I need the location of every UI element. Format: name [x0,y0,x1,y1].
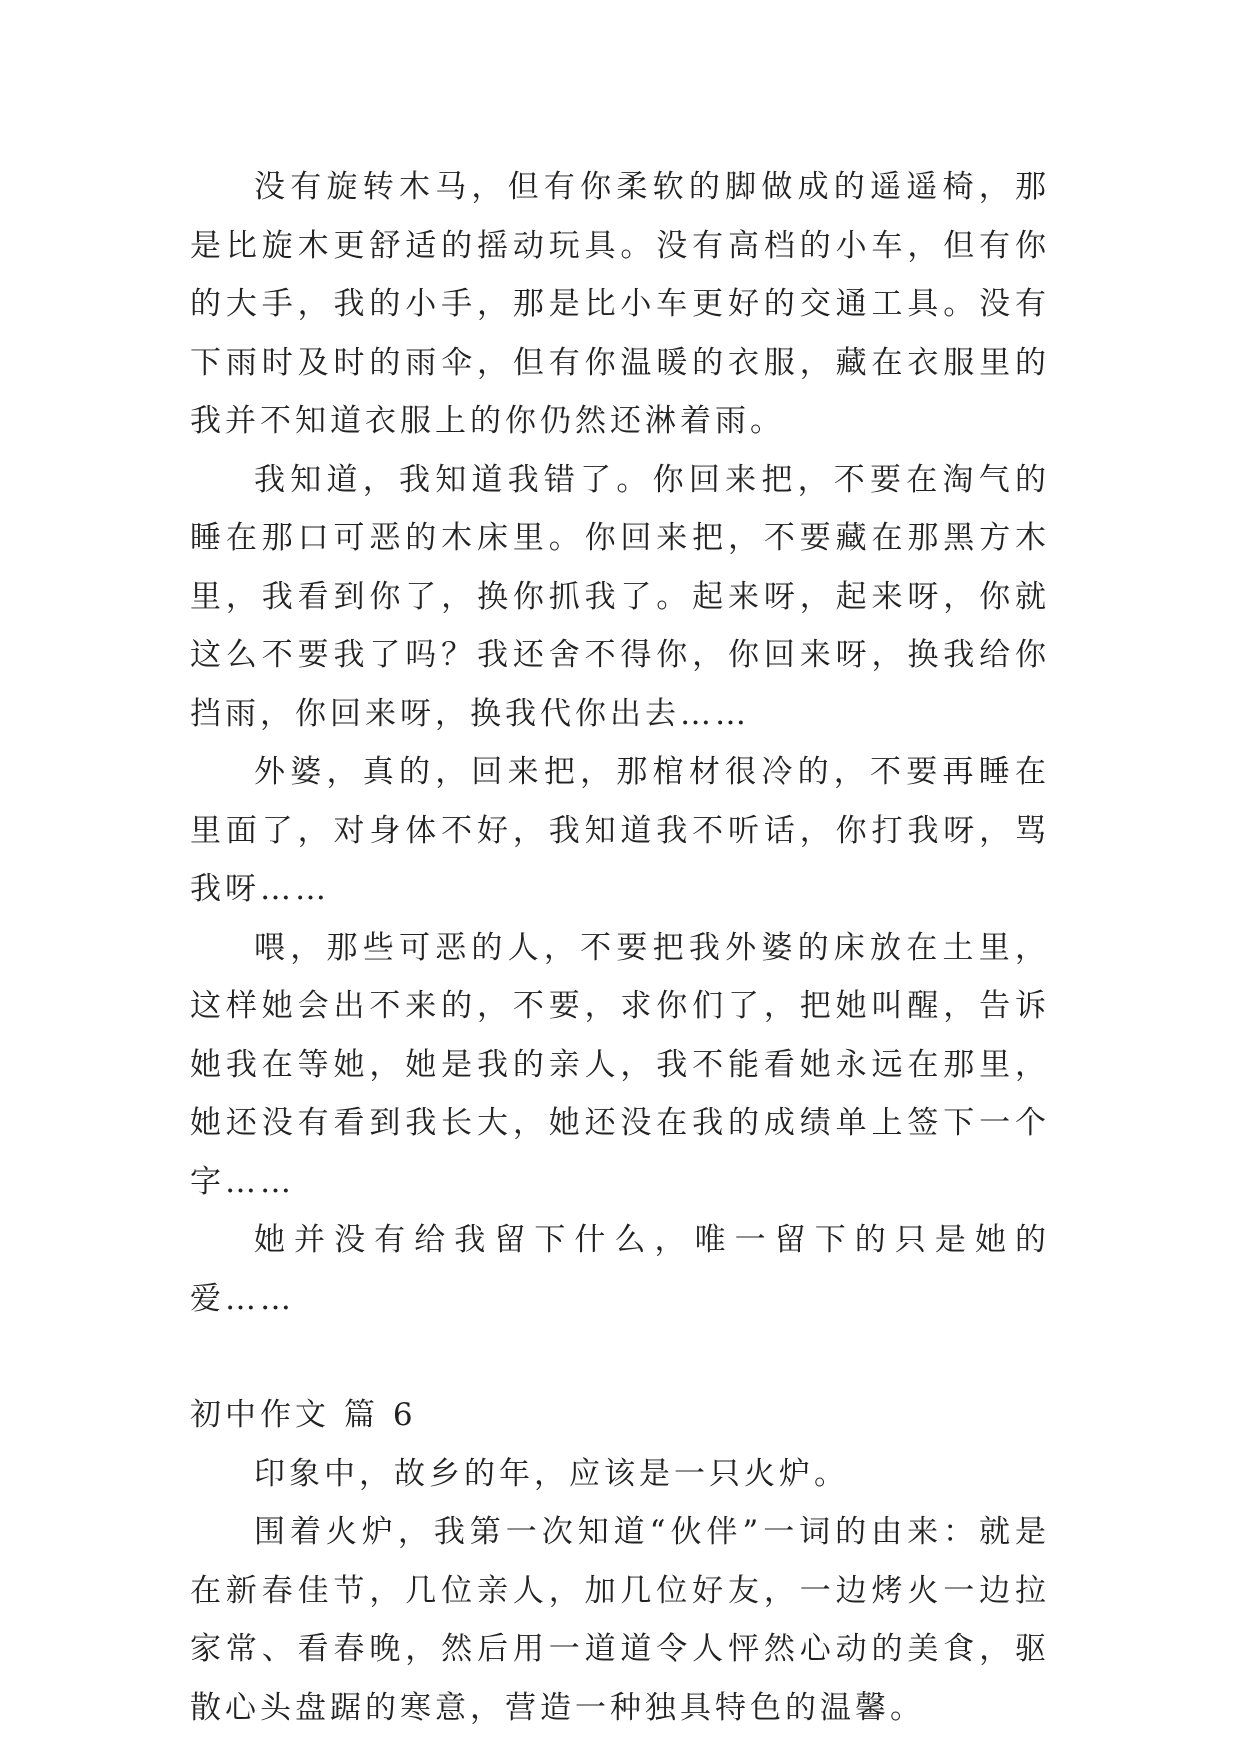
paragraph: 印象中，故乡的年，应该是一只火炉。 [254,1455,849,1492]
paragraph: 围着火炉，我第一次知道“伙伴”一词的由来：就是在新春佳节，几位亲人，加几位好友，一边烤火一边拉家常、看春晚，然后用一道道令人怦然心动的美食，驱散心头盘踞的寒意，营造一种独具特色的温馨。 [190,1514,1050,1726]
section-number: 篇 6 [344,1397,417,1433]
section-heading [190,1386,1050,1445]
paragraph: 她并没有给我留下什么，唯一留下的只是她的爱…… [190,1222,1050,1317]
document-body [190,158,1050,1737]
paragraph: 没有旋转木马，但有你柔软的脚做成的遥遥椅，那是比旋木更舒适的摇动玩具。没有高档的小车，但有你的大手，我的小手，那是比小车更好的交通工具。没有下雨时及时的雨伞，但有你温暖的衣服，藏在衣服里的我并不知道衣服上的你仍然还淋着雨。 [190,169,1050,439]
paragraph: 外婆，真的，回来把，那棺材很冷的，不要再睡在里面了，对身体不好，我知道我不听话，你打我呀，骂我呀…… [190,754,1050,907]
paragraph: 喂，那些可恶的人，不要把我外婆的床放在土里，这样她会出不来的，不要，求你们了，把她叫醒，告诉她我在等她，她是我的亲人，我不能看她永远在那里，她还没有看到我长大，她还没在我的成绩单上签下一个字…… [190,929,1050,1200]
section-title: 初中作文 [190,1397,330,1433]
paragraph: 我知道，我知道我错了。你回来把，不要在淘气的睡在那口可恶的木床里。你回来把，不要藏在那黑方木里，我看到你了，换你抓我了。起来呀，起来呀，你就这么不要我了吗？我还舍不得你，你回来呀，换我给你挡雨，你回来呀，换我代你出去…… [190,461,1050,732]
